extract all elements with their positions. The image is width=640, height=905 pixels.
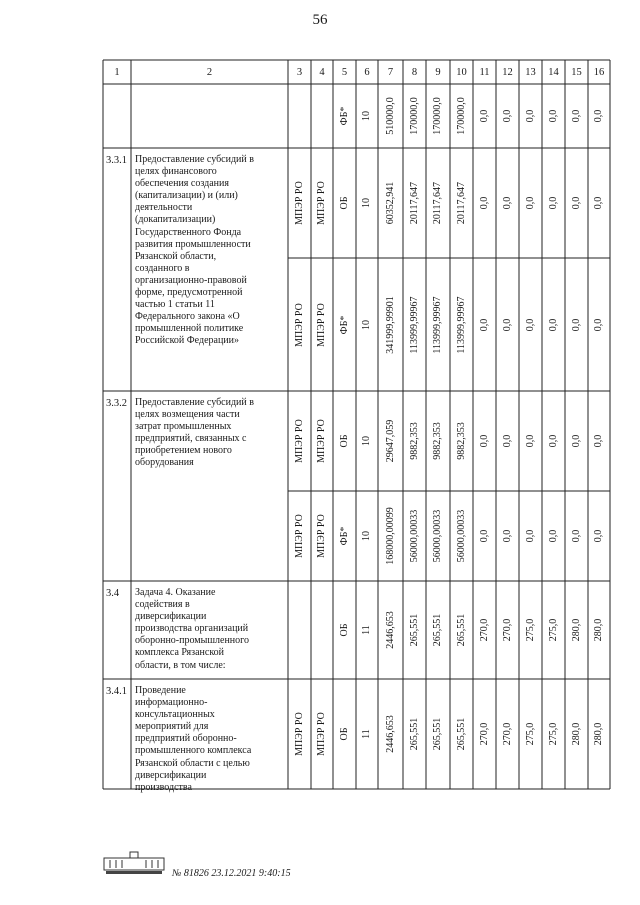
cell-text: 0,0 — [570, 196, 582, 210]
cell-text: 0,0 — [547, 196, 559, 210]
row-description: Предоставление субсидий в целях финансового обеспечения создания (капитализации) и (или) деятельности (докапитализации) Государственного Фонда развития промышленности Рязанской области, созданного в организационно-правовой форме, предусмотренной частью 1 статьи 11 Федерального закона «О промышленной политике Российской Федерации» — [135, 154, 254, 347]
column-header: 11 — [479, 67, 490, 78]
cell-text: 0,0 — [570, 529, 582, 543]
cell-text: 170000,0 — [432, 97, 443, 135]
cell-text: 0,0 — [593, 434, 604, 448]
cell-text: 0,0 — [524, 318, 536, 331]
cell-text: 9882,353 — [455, 422, 467, 460]
registration-number: № 81826 23.12.2021 9:40:15 — [172, 868, 291, 879]
cell-text: 0,0 — [547, 529, 559, 543]
cell-text: 0,0 — [547, 434, 559, 448]
cell-text: 56000,00033 — [432, 509, 443, 563]
cell-text: 0,0 — [524, 529, 536, 543]
cell-text: 265,551 — [432, 613, 443, 647]
cell-text: ОБ — [338, 623, 350, 637]
row-description: Проведение информационно- консультационных мероприятий для предприятий оборонно- промышленного комплекса Рязанской области с целью диверсификации производства — [135, 685, 252, 793]
row-description: Предоставление субсидий в целях возмещения части затрат промышленных предприятий, связанных с приобретением нового оборудования — [135, 397, 254, 469]
column-header: 6 — [364, 67, 370, 78]
cell-text: 10 — [361, 436, 372, 446]
cell-text: 275,0 — [524, 618, 536, 642]
cell-text: 265,551 — [432, 717, 443, 751]
cell-text: 113999,99967 — [408, 295, 420, 354]
column-header: 1 — [114, 67, 120, 78]
cell-text: 11 — [361, 625, 372, 635]
column-header: 8 — [411, 67, 418, 78]
cell-text: 265,551 — [408, 717, 420, 751]
cell-text: 0,0 — [593, 529, 604, 543]
cell-text: 265,551 — [455, 613, 467, 647]
cell-text: 56000,00033 — [408, 509, 420, 563]
cell-text: 9882,353 — [432, 422, 443, 460]
cell-text: ОБ — [338, 727, 350, 741]
cell-text: 270,0 — [501, 722, 513, 746]
cell-text: 270,0 — [478, 722, 490, 746]
row-number: 3.3.2 — [106, 398, 127, 409]
cell-text: 0,0 — [570, 109, 582, 123]
publication-stamp-icon — [102, 850, 166, 876]
cell-text: 20117,647 — [432, 181, 443, 225]
row-description: Задача 4. Оказание содействия в диверсификации производства организаций оборонно-промышленного комплекса Рязанской области, в том числе: — [135, 587, 250, 671]
cell-text: 10 — [361, 531, 372, 541]
page-number: 56 — [312, 12, 328, 28]
column-header: 12 — [502, 67, 513, 78]
cell-text: 0,0 — [570, 434, 582, 448]
cell-text: ФБ* — [338, 106, 350, 126]
cell-text: 2446,653 — [384, 715, 396, 753]
cell-text: 270,0 — [478, 618, 490, 642]
cell-text: 0,0 — [478, 196, 490, 210]
cell-text: 0,0 — [593, 196, 604, 210]
cell-text: ФБ* — [338, 526, 350, 546]
cell-text: 0,0 — [501, 529, 513, 543]
cell-text: МПЭР РО — [316, 181, 327, 225]
cell-text: 280,0 — [593, 722, 604, 746]
cell-text: 2446,653 — [384, 611, 396, 649]
cell-text: 0,0 — [501, 109, 513, 123]
cell-text: 0,0 — [478, 318, 490, 331]
cell-text: 0,0 — [593, 109, 604, 123]
cell-text: 0,0 — [501, 196, 513, 210]
cell-text: 510000,0 — [384, 97, 396, 135]
cell-text: 0,0 — [501, 318, 513, 331]
cell-text: 280,0 — [593, 618, 604, 642]
cell-text: 0,0 — [547, 318, 559, 331]
cell-text: МПЭР РО — [293, 302, 305, 347]
cell-text: 113999,99967 — [432, 295, 443, 354]
column-header: 3 — [296, 67, 303, 78]
cell-text: ОБ — [338, 196, 350, 210]
cell-text: 56000,00033 — [455, 509, 467, 563]
cell-text: МПЭР РО — [316, 712, 327, 756]
cell-text: 270,0 — [501, 618, 513, 642]
cell-text: 275,0 — [547, 618, 559, 642]
cell-text: МПЭР РО — [316, 514, 327, 558]
cell-text: 170000,0 — [408, 97, 420, 135]
column-header: 5 — [341, 67, 348, 78]
cell-text: 0,0 — [501, 434, 513, 448]
cell-text: 341999,99901 — [384, 295, 396, 354]
column-header: 7 — [387, 67, 394, 78]
cell-text: 0,0 — [570, 318, 582, 331]
cell-text: 0,0 — [478, 529, 490, 543]
cell-text: МПЭР РО — [293, 712, 305, 756]
column-header: 4 — [319, 67, 325, 78]
cell-text: 0,0 — [593, 318, 604, 331]
cell-text: 168000,00099 — [384, 507, 396, 565]
cell-text: 275,0 — [547, 722, 559, 746]
cell-text: 265,551 — [455, 717, 467, 751]
cell-text: 20117,647 — [408, 181, 420, 225]
cell-text: МПЭР РО — [316, 419, 327, 463]
cell-text: 10 — [361, 111, 372, 121]
column-header: 13 — [525, 67, 536, 78]
cell-text: МПЭР РО — [316, 302, 327, 347]
cell-text: 280,0 — [570, 722, 582, 746]
column-header: 16 — [593, 67, 605, 78]
column-header: 15 — [571, 67, 582, 78]
cell-text: МПЭР РО — [293, 419, 305, 463]
cell-text: 0,0 — [547, 109, 559, 123]
cell-text: 11 — [361, 729, 372, 739]
column-header: 14 — [548, 67, 559, 78]
cell-text: 280,0 — [570, 618, 582, 642]
row-number: 3.3.1 — [106, 155, 127, 166]
cell-text: 0,0 — [524, 434, 536, 448]
cell-text: 20117,647 — [455, 181, 467, 225]
row-number: 3.4.1 — [106, 686, 127, 697]
cell-text: 60352,941 — [384, 181, 396, 225]
column-header: 10 — [456, 67, 467, 78]
cell-text: 0,0 — [478, 109, 490, 123]
cell-text: 10 — [361, 198, 372, 208]
cell-text: 9882,353 — [408, 422, 420, 460]
cell-text: 0,0 — [524, 196, 536, 210]
cell-text: 0,0 — [478, 434, 490, 448]
cell-text: ФБ* — [338, 315, 350, 334]
cell-text: 0,0 — [524, 109, 536, 123]
row-number: 3.4 — [106, 588, 120, 599]
cell-text: 170000,0 — [455, 97, 467, 135]
cell-text: 29647,059 — [384, 419, 396, 463]
column-header: 9 — [435, 67, 441, 78]
cell-text: 275,0 — [524, 722, 536, 746]
cell-text: 10 — [361, 319, 372, 330]
cell-text: МПЭР РО — [293, 181, 305, 225]
cell-text: МПЭР РО — [293, 514, 305, 558]
cell-text: 265,551 — [408, 613, 420, 647]
column-header: 2 — [206, 67, 213, 78]
cell-text: ОБ — [338, 434, 350, 448]
cell-text: 113999,99967 — [455, 295, 467, 354]
